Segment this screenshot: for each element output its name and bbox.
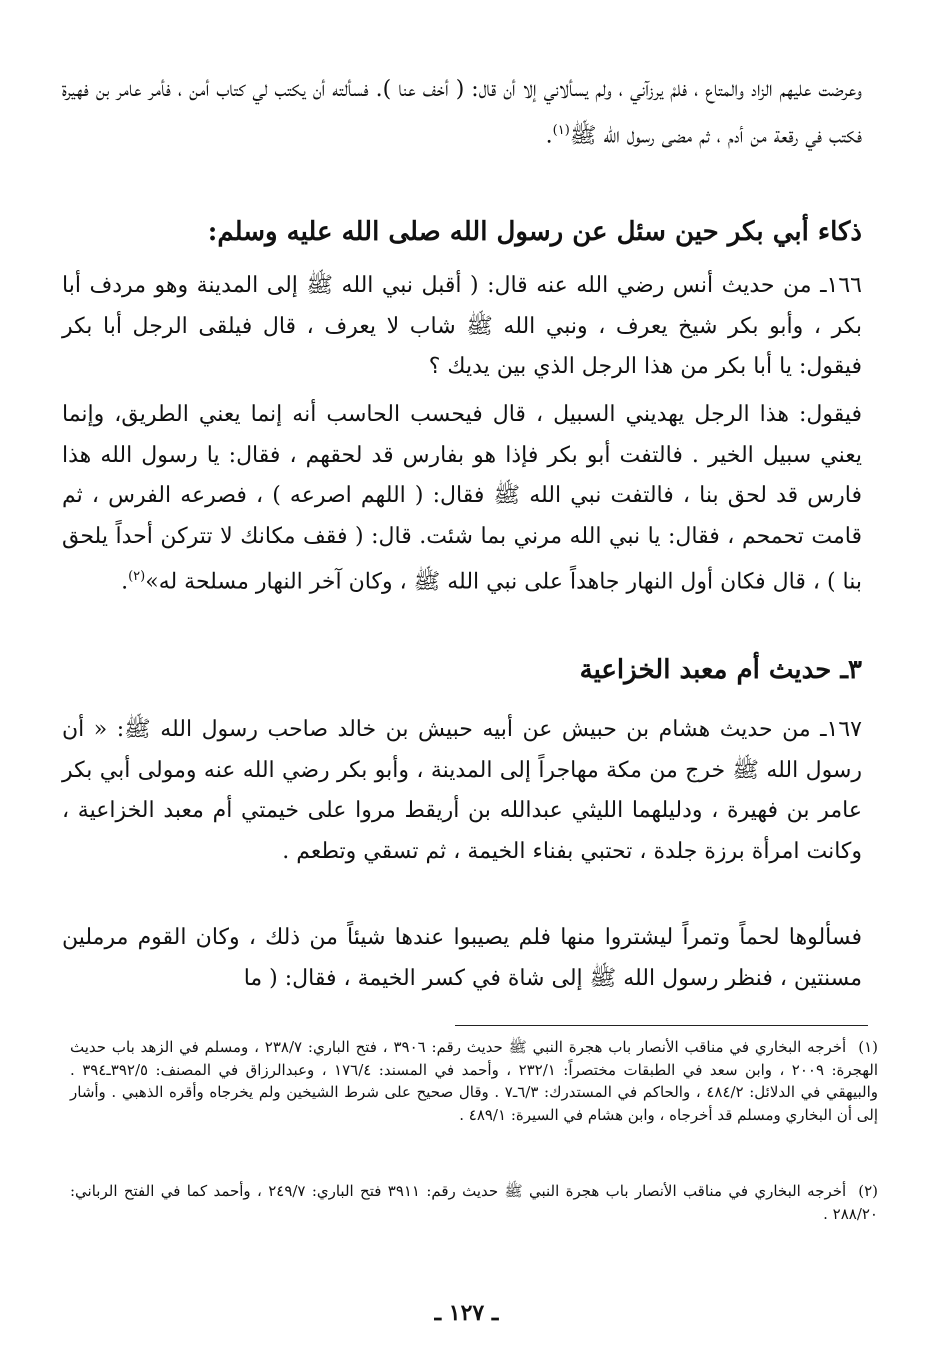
heading-abu-bakr-intelligence: ذكاء أبي بكر حين سئل عن رسول الله صلى الله عليه وسلم: xyxy=(207,217,862,247)
footnote-separator xyxy=(455,1025,868,1026)
heading-umm-mabad: ٣ـ حديث أم معبد الخزاعية xyxy=(579,655,862,685)
paragraph-5-text: فسألوها لحماً وتمراً ليشتروا منها فلم يصيبوا عندها شيئاً من ذلك ، وكان القوم مرملين مسنتين ، فنظر رسول الله ﷺ إلى شاة في كسر الخيمة ، فقال: ( ما xyxy=(62,925,862,991)
footnote-ref-1: (١) xyxy=(552,122,570,138)
hadith-167-text: ١٦٧ـ من حديث هشام بن حبيش عن أبيه حبيش بن خالد صاحب رسول الله ﷺ: « أن رسول الله ﷺ خرج من مكة مهاجراً إلى المدينة ، وأبو بكر رضي الله عنه ومولى أبي بكر عامر بن فهيرة ، ودليلهما الليثي عبدالله بن أريقط مروا على خيمتي أم معبد الخزاعية ، وكانت امرأة برزة جلدة ، تحتبي بفناء الخيمة ، ثم تسقي وتطعم . xyxy=(62,717,862,864)
paragraph-1-text: وعرضت عليهم الزاد والمتاع ، فلمْ يرزآني ، ولم يسألاني إلا أن قال: ( أخف عنا ). فسألته أن يكتب لي كتاب أمن ، فأمر عامر بن فهيرة فكتب في رقعة من أدم ، ثم مضى رسول الله ﷺ xyxy=(62,77,862,148)
paragraph-1 xyxy=(62,70,862,156)
paragraph-4 xyxy=(62,710,862,872)
footnote-2-text: أخرجه البخاري في مناقب الأنصار باب هجرة النبي ﷺ حديث رقم: ٣٩١١ فتح الباري: ٢٤٩/٧ ، وأحمد كما في الفتح الرباني: ٢٨٨/٢٠ . xyxy=(70,1182,878,1223)
footnote-1-text: أخرجه البخاري في مناقب الأنصار باب هجرة النبي ﷺ حديث رقم: ٣٩٠٦ ، فتح الباري: ٢٣٨/٧ ، ومسلم في الزهد باب حديث الهجرة: ٢٠٠٩ ، وابن سعد في الطبقات مختصراً: ٢٣٢/١ ، وأحمد في المسند: ١٧٦/٤ ، وعبدالرزاق في المصنف: ٣٩٢/٥ـ٣٩٤ . والبيهقي في الدلائل: ٤٨٤/٢ ، والحاكم في المستدرك: ٦/٣ـ٧ . وقال صحيح على شرط الشيخين ولم يخرجاه وأقره الذهبي . وأشار إلى أن البخاري ومسلم قد أخرجاه ، وابن هشام في السيرة: ٤٨٩/١ . xyxy=(70,1038,879,1124)
footnote-1 xyxy=(70,1036,878,1126)
footnote-ref-2: (٢) xyxy=(128,569,146,584)
paragraph-3-end: . xyxy=(121,569,129,595)
page-number: ـ ١٢٧ ـ xyxy=(434,1300,499,1326)
paragraph-3-text: فيقول: هذا الرجل يهديني السبيل ، قال فيحسب الحاسب أنه إنما يعني الطريق، وإنما يعني سبيل الخير . فالتفت أبو بكر فإذا هو بفارس قد لحقهم ، فقال: يا رسول الله هذا فارس قد لحق بنا ، فالتفت نبي الله ﷺ فقال: ( اللهم اصرعه ) ، فصرعه الفرس ، ثم قامت تحمحم ، فقال: يا نبي الله مرني بما شئت. قال: ( فقف مكانك لا تتركن أحداً يلحق بنا ) ، قال فكان أول النهار جاهداً على نبي الله ﷺ ، وكان آخر النهار مسلحة له» xyxy=(62,402,862,595)
footnote-1-number: (١) xyxy=(858,1038,878,1056)
paragraph-5 xyxy=(62,918,862,999)
footnote-2 xyxy=(70,1180,878,1225)
paragraph-3 xyxy=(62,395,862,603)
hadith-166-text: ١٦٦ـ من حديث أنس رضي الله عنه قال: ( أقبل نبي الله ﷺ إلى المدينة وهو مردف أبا بكر ، وأبو بكر شيخ يعرف ، ونبي الله ﷺ شاب لا يعرف ، قال فيلقى الرجل أبا بكر فيقول: يا أبا بكر من هذا الرجل الذي بين يديك ؟ xyxy=(62,273,862,379)
section-heading-1 xyxy=(62,212,862,252)
paragraph-2 xyxy=(62,266,862,388)
footnote-2-number: (٢) xyxy=(858,1182,878,1200)
paragraph-1-end: . xyxy=(545,122,553,148)
section-heading-2 xyxy=(62,650,862,690)
